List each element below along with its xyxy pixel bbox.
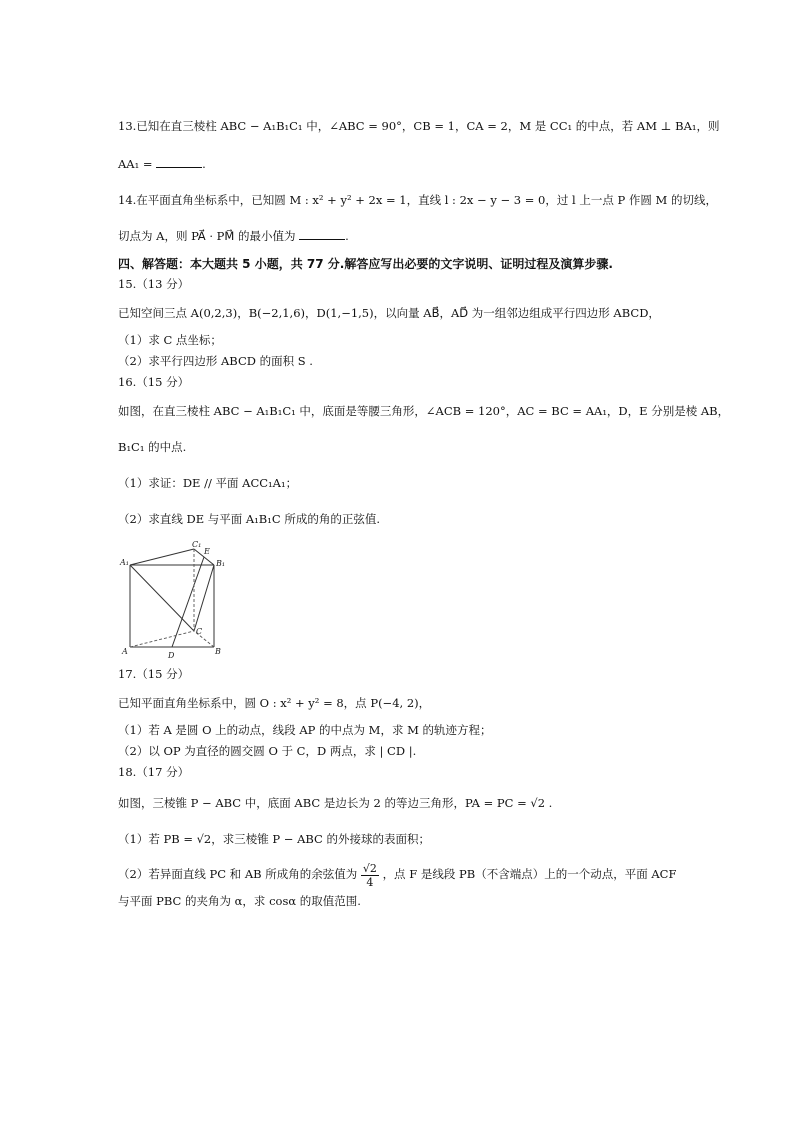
q18-fraction xyxy=(361,862,379,889)
q17-stem: 已知平面直角坐标系中，圆 O : x² + y² = 8，点 P(−4, 2)， xyxy=(118,696,431,710)
section4-heading: 四、解答题：本大题共 5 小题，共 77 分.解答应写出必要的文字说明、证明过程及演算步骤. xyxy=(118,257,613,271)
label-b: B xyxy=(215,647,221,656)
q18-part2-prefix: （2）若异面直线 PC 和 AB 所成角的余弦值为 xyxy=(118,867,358,881)
q14-answer-blank xyxy=(299,229,345,240)
q18-part2-line2: 与平面 PBC 的夹角为 α，求 cosα 的取值范围. xyxy=(118,894,361,908)
q16-stem1: 如图，在直三棱柱 ABC − A₁B₁C₁ 中，底面是等腰三角形，∠ACB = 120°，AC = BC = AA₁，D，E 分别是棱 AB， xyxy=(118,404,730,418)
line-b1c xyxy=(194,565,214,631)
q18-fraction-denominator: 4 xyxy=(366,875,374,889)
q14-line2 xyxy=(118,228,349,244)
q15-score: 15.（13 分） xyxy=(118,277,190,291)
q18-stem: 如图，三棱锥 P − ABC 中，底面 ABC 是边长为 2 的等边三角形，PA = PC = √2 . xyxy=(118,796,553,810)
q16-score: 16.（15 分） xyxy=(118,375,190,389)
q16-stem2: B₁C₁ 的中点. xyxy=(118,440,187,454)
label-b1: B₁ xyxy=(216,559,226,568)
label-a1: A₁ xyxy=(120,558,129,567)
q14-answer-suffix: . xyxy=(345,229,349,243)
q13-line2 xyxy=(118,156,206,172)
q18-part2 xyxy=(118,860,676,889)
prism-figure xyxy=(118,540,228,662)
label-e: E xyxy=(204,547,210,556)
q16-part1: （1）求证：DE // 平面 ACC₁A₁； xyxy=(118,476,298,490)
edge-a1c1 xyxy=(130,549,194,565)
q15-stem: 已知空间三点 A(0,2,3)，B(−2,1,6)，D(1,−1,5)，以向量 AB⃗，AD⃗ 为一组邻边组成平行四边形 ABCD， xyxy=(118,306,660,320)
q18-part1: （1）若 PB = √2，求三棱锥 P − ABC 的外接球的表面积； xyxy=(118,832,431,846)
q14-answer-prefix: 切点为 A，则 PA⃗ · PM⃗ 的最小值为 xyxy=(118,229,296,243)
q18-part2-suffix: ，点 F 是线段 PB（不含端点）上的一个动点，平面 ACF xyxy=(382,867,677,881)
q13-line1: 13.已知在直三棱柱 ABC − A₁B₁C₁ 中，∠ABC = 90°，CB = 1，CA = 2，M 是 CC₁ 的中点，若 AM ⊥ BA₁，则 xyxy=(118,119,720,133)
q17-score: 17.（15 分） xyxy=(118,667,190,681)
q15-part1: （1）求 C 点坐标； xyxy=(118,333,222,347)
label-c: C xyxy=(196,627,203,636)
q14-line1: 14.在平面直角坐标系中，已知圆 M : x² + y² + 2x = 1，直线 l : 2x − y − 3 = 0，过 l 上一点 P 作圆 M 的切线， xyxy=(118,193,717,207)
q18-score: 18.（17 分） xyxy=(118,765,190,779)
prism-figure-svg xyxy=(118,540,228,662)
q16-part2: （2）求直线 DE 与平面 A₁B₁C 所成的角的正弦值. xyxy=(118,512,380,526)
q18-fraction-numerator: √2 xyxy=(362,861,377,875)
line-a1c xyxy=(130,565,194,631)
edge-ac xyxy=(130,631,194,647)
label-c1: C₁ xyxy=(192,540,202,549)
q17-part2: （2）以 OP 为直径的圆交圆 O 于 C，D 两点，求 | CD |. xyxy=(118,744,417,758)
label-d: D xyxy=(168,651,175,660)
q13-answer-prefix: AA₁ = xyxy=(118,157,153,171)
q17-part1: （1）若 A 是圆 O 上的动点，线段 AP 的中点为 M，求 M 的轨迹方程； xyxy=(118,723,492,737)
q13-answer-suffix: . xyxy=(202,157,206,171)
q13-answer-blank xyxy=(156,157,202,168)
q15-part2: （2）求平行四边形 ABCD 的面积 S . xyxy=(118,354,313,368)
label-a: A xyxy=(122,647,128,656)
